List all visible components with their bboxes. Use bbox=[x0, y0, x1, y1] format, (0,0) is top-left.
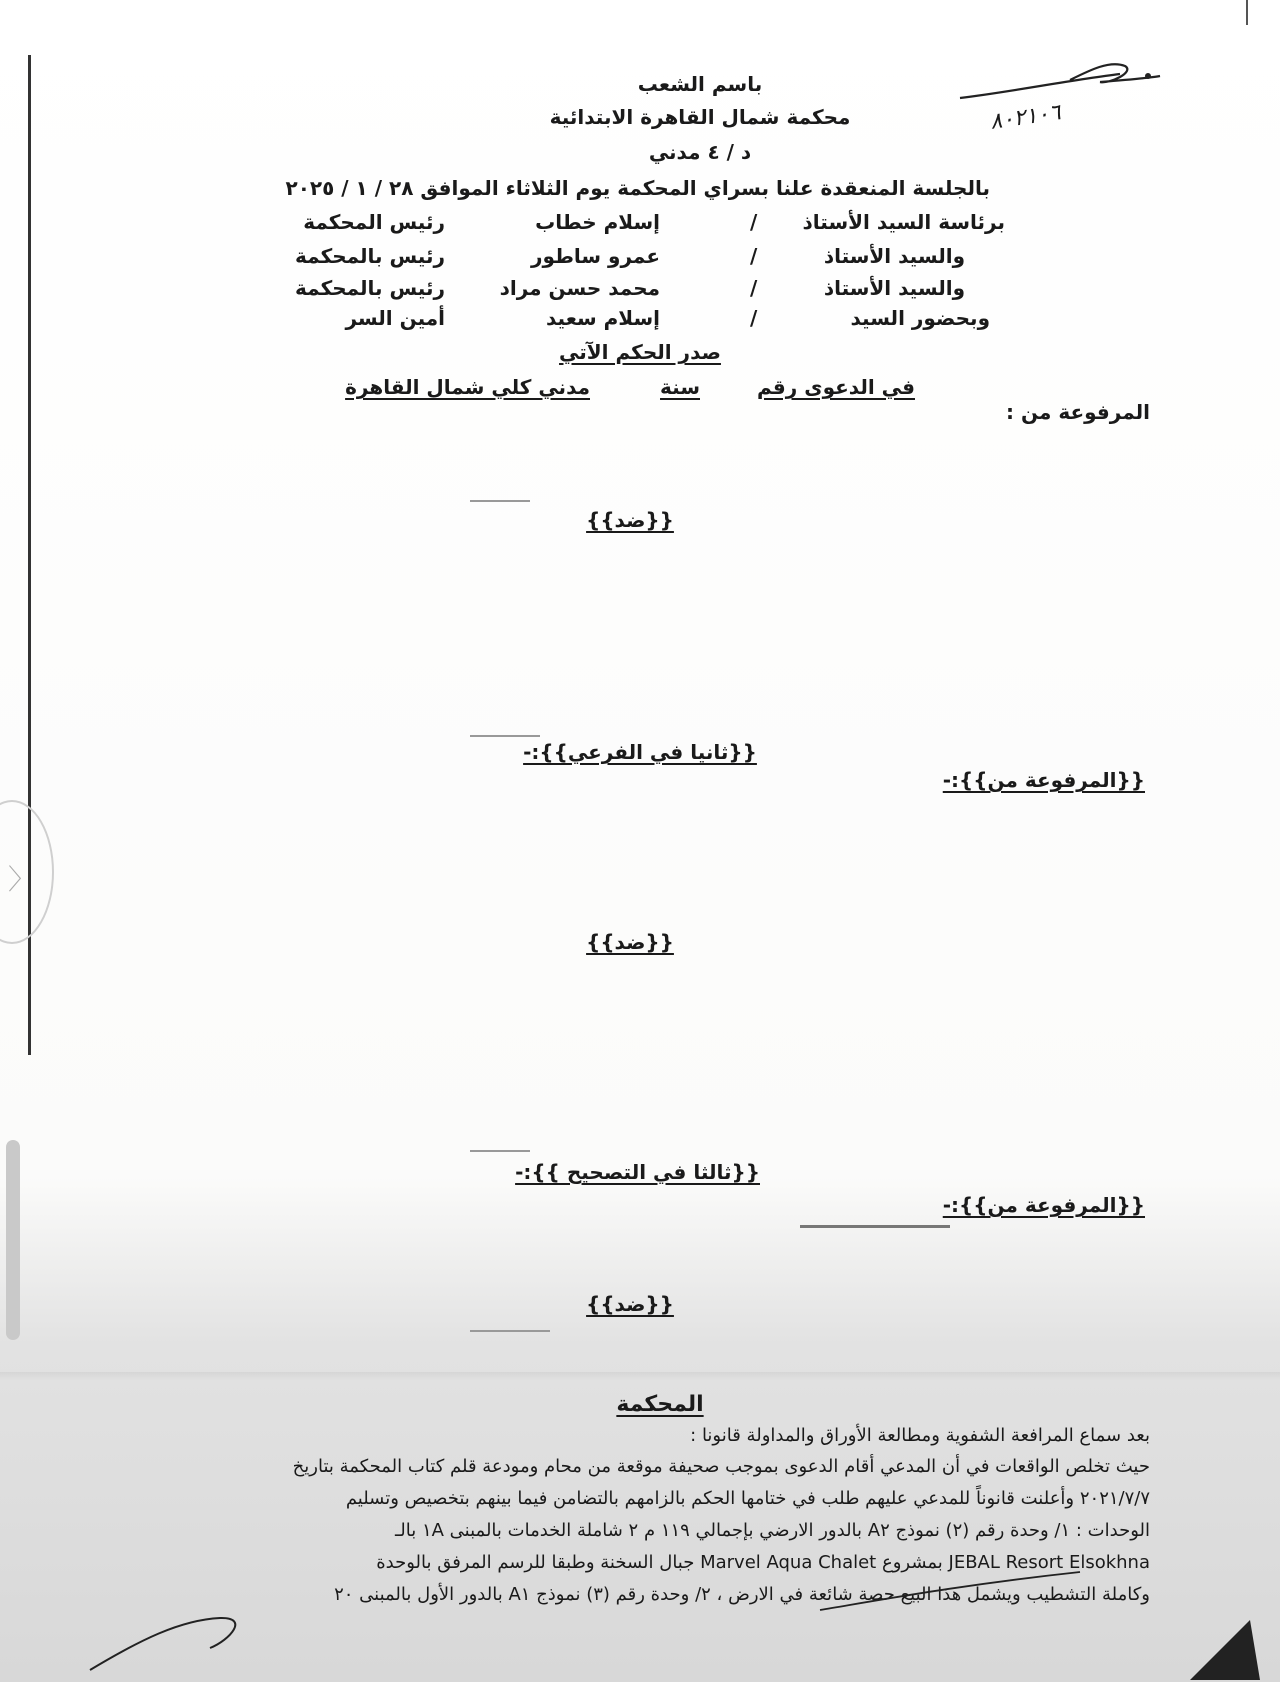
against-heading-1: {{ضد}} bbox=[586, 508, 674, 532]
scan-speck bbox=[470, 1330, 550, 1332]
court-paragraph-line-6: وكاملة التشطيب ويشمل هذا البيع حصة شائعة في الارض ، ٢/ وحدة رقم (٣) نموذج A١ بالدور الأول بالمبنى ٢٠ bbox=[334, 1584, 1150, 1605]
panel-name-4: إسلام سعيد bbox=[545, 306, 660, 330]
scan-speck bbox=[470, 500, 530, 502]
header-line-2: محكمة شمال القاهرة الابتدائية bbox=[549, 105, 851, 129]
panel-role-1: رئيس المحكمة bbox=[303, 210, 445, 234]
court-label: مدني كلي شمال القاهرة bbox=[345, 375, 590, 399]
handwritten-number: ٨٠٢١٠٦ bbox=[988, 100, 1063, 135]
screen-band bbox=[0, 1372, 1280, 1380]
court-paragraph-line-2: حيث تخلص الواقعات في أن المدعي أقام الدعوى بموجب صحيفة موقعة من محام ومودعة قلم كتاب المحكمة بتاريخ bbox=[292, 1456, 1150, 1477]
filed-by-heading-2: {{المرفوعة من}}:- bbox=[942, 768, 1145, 792]
panel-sep-2: / bbox=[750, 244, 758, 268]
second-subsidiary-heading: {{ثانيا في الفرعي}}:- bbox=[523, 740, 757, 764]
header-line-3: د / ٤ مدني bbox=[648, 140, 752, 164]
filed-by-heading-3: {{المرفوعة من}}:- bbox=[942, 1193, 1145, 1217]
panel-sep-1: / bbox=[750, 210, 758, 234]
panel-title-2: والسيد الأستاذ bbox=[823, 244, 965, 268]
panel-sep-4: / bbox=[750, 306, 758, 330]
scan-edge-right bbox=[1246, 0, 1248, 25]
panel-sep-3: / bbox=[750, 276, 758, 300]
filed-by-label: المرفوعة من : bbox=[1006, 400, 1150, 424]
panel-name-3: محمد حسن مراد bbox=[499, 276, 660, 300]
third-correction-heading: {{ثالثا في التصحيح }}:- bbox=[515, 1160, 760, 1184]
chevron-right-icon: 〉 bbox=[8, 863, 37, 896]
against-heading-3: {{ضد}} bbox=[586, 1292, 674, 1316]
year-label: سنة bbox=[660, 375, 700, 399]
header-line-1: باسم الشعب bbox=[637, 72, 763, 96]
panel-title-4: وبحضور السيد bbox=[850, 306, 990, 330]
court-paragraph-line-4: الوحدات : ١/ وحدة رقم (٢) نموذج A٢ بالدور الارضي بإجمالي ١١٩ م ٢ شاملة الخدمات بالمبنى ١A بالـ bbox=[394, 1520, 1150, 1541]
panel-name-1: إسلام خطاب bbox=[535, 210, 660, 234]
scan-speck bbox=[470, 1150, 530, 1152]
against-heading-2: {{ضد}} bbox=[586, 930, 674, 954]
court-heading: المحكمة bbox=[616, 1392, 704, 1417]
signature-bottom bbox=[80, 1560, 1270, 1680]
panel-role-4: أمين السر bbox=[345, 306, 445, 330]
panel-title-3: والسيد الأستاذ bbox=[823, 276, 965, 300]
scan-speck bbox=[800, 1225, 950, 1228]
panel-name-2: عمرو ساطور bbox=[531, 244, 660, 268]
panel-role-2: رئيس بالمحكمة bbox=[295, 244, 445, 268]
court-paragraph-line-1: بعد سماع المرافعة الشفوية ومطالعة الأوراق والمداولة قانونا : bbox=[690, 1425, 1150, 1446]
scrollbar-thumb[interactable] bbox=[6, 1140, 20, 1340]
scan-speck bbox=[470, 735, 540, 737]
session-line: بالجلسة المنعقدة علنا بسراي المحكمة يوم الثلاثاء الموافق ٢٨ / ١ / ٢٠٢٥ bbox=[285, 176, 990, 200]
panel-title-1: برئاسة السيد الأستاذ bbox=[802, 210, 1005, 234]
court-paragraph-line-3: ٢٠٢١/٧/٧ وأعلنت قانوناً للمدعي عليهم طلب في ختامها الحكم بالزامهم بالتضامن فيما بينهم بتخصيص وتسليم bbox=[345, 1488, 1150, 1509]
panel-role-3: رئيس بالمحكمة bbox=[295, 276, 445, 300]
signature-top bbox=[950, 50, 1180, 160]
judgment-issued: صدر الحكم الآتي bbox=[559, 340, 721, 364]
court-paragraph-line-5: JEBAL Resort Elsokhna بمشروع Marvel Aqua Chalet جبال السخنة وطبقا للرسم المرفق بالوحدة bbox=[376, 1552, 1150, 1573]
case-number-label: في الدعوى رقم bbox=[757, 375, 915, 399]
